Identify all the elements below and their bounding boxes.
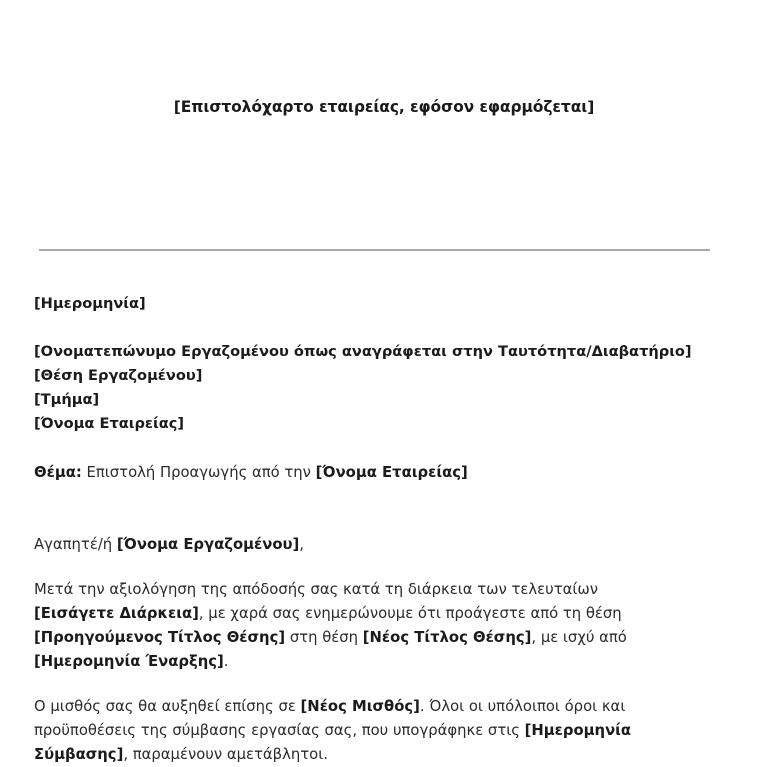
salutation-line — [34, 533, 714, 557]
subject-label: Θέμα: — [34, 464, 82, 481]
subject-line — [34, 461, 714, 485]
duration-placeholder: [Εισάγετε Διάρκεια] — [34, 605, 199, 622]
paragraph-1-part-4: , με ισχύ από — [531, 629, 627, 646]
header-divider — [39, 249, 710, 251]
recipient-company-line: [Όνομα Εταιρείας] — [34, 415, 185, 432]
paragraph-2-part-3: , παραμένουν αμετάβλητοι. — [123, 746, 328, 763]
subject-text: Επιστολή Προαγωγής από την — [86, 464, 311, 481]
salutation-comma: , — [299, 536, 305, 553]
recipient-position-line: [Θέση Εργαζομένου] — [34, 367, 203, 384]
paragraph-1-part-5: . — [223, 653, 229, 670]
salutation-greeting: Αγαπητέ/ή — [34, 536, 113, 553]
new-title-placeholder: [Νέος Τίτλος Θέσης] — [362, 629, 532, 646]
date-placeholder: [Ημερομηνία] — [34, 295, 146, 312]
paragraph-1-part-2: , με χαρά σας ενημερώνουμε ότι προάγεστε από τη θέση — [198, 605, 622, 622]
subject-company-placeholder: [Όνομα Εταιρείας] — [315, 464, 468, 481]
paragraph-2-part-2: . Όλοι οι υπόλοιποι όροι και προϋποθέσεις της σύμβασης εργασίας σας, που υπογράφηκε στις — [34, 698, 626, 739]
recipient-department-line: [Τμήμα] — [34, 391, 100, 408]
paragraph-1-part-1: Μετά την αξιολόγηση της απόδοσής σας κατά τη διάρκεια των τελευταίων — [34, 581, 599, 598]
start-date-placeholder: [Ημερομηνία Έναρξης] — [34, 653, 224, 670]
previous-title-placeholder: [Προηγούμενος Τίτλος Θέσης] — [34, 629, 286, 646]
recipient-block — [34, 340, 714, 436]
paragraph-1-part-3: στη θέση — [289, 629, 359, 646]
recipient-name-line: [Ονοματεπώνυμο Εργαζομένου όπως αναγράφεται στην Ταυτότητα/Διαβατήριο] — [34, 343, 692, 360]
salutation-employee-placeholder: [Όνομα Εργαζομένου] — [116, 536, 300, 553]
letterhead-placeholder: [Επιστολόχαρτο εταιρείας, εφόσον εφαρμόζεται] — [173, 98, 595, 116]
letter-body — [34, 292, 714, 767]
document-page — [0, 96, 768, 763]
contract-date-placeholder: [Ημερομηνία Σύμβασης] — [34, 722, 632, 763]
paragraph-2-part-1: Ο μισθός σας θα αυξηθεί επίσης σε — [34, 698, 296, 715]
paragraph-salary — [34, 695, 689, 767]
new-salary-placeholder: [Νέος Μισθός] — [300, 698, 420, 715]
paragraph-promotion — [34, 578, 674, 674]
